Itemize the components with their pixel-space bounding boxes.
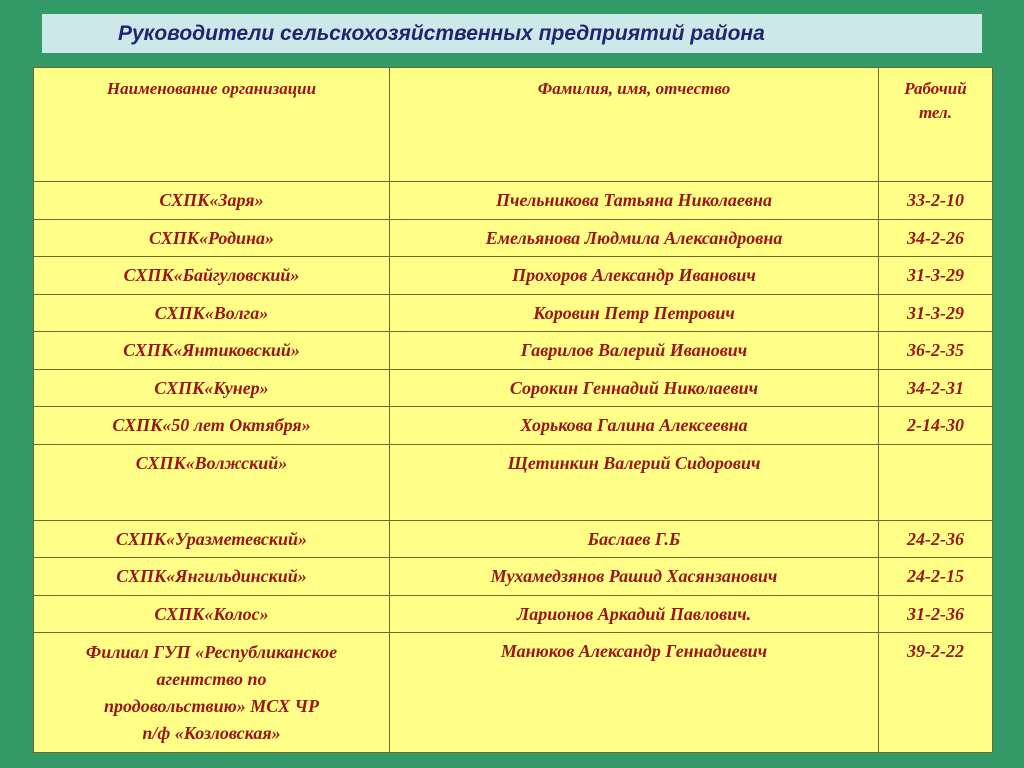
cell-organization: СХПК«Волжский» (34, 444, 390, 520)
cell-full-name: Прохоров Александр Иванович (390, 257, 879, 295)
title-bar (42, 14, 982, 53)
cell-full-name: Щетинкин Валерий Сидорович (390, 444, 879, 520)
table-row (34, 520, 993, 558)
cell-organization: СХПК«Волга» (34, 294, 390, 332)
cell-phone: 2-14-30 (879, 407, 993, 445)
cell-full-name: Баслаев Г.Б (390, 520, 879, 558)
table-row (34, 219, 993, 257)
cell-full-name: Хорькова Галина Алексеевна (390, 407, 879, 445)
cell-phone (879, 444, 993, 520)
table-row (34, 369, 993, 407)
cell-organization: СХПК«Родина» (34, 219, 390, 257)
cell-organization: СХПК«Янтиковский» (34, 332, 390, 370)
table-row (34, 332, 993, 370)
cell-full-name: Гаврилов Валерий Иванович (390, 332, 879, 370)
cell-organization: СХПК«Кунер» (34, 369, 390, 407)
organization-line: продовольствию» МСХ ЧР (104, 696, 319, 716)
cell-phone: 31-3-29 (879, 294, 993, 332)
cell-organization: СХПК«Байгуловский» (34, 257, 390, 295)
table-row (34, 558, 993, 596)
cell-full-name: Манюков Александр Геннадиевич (390, 633, 879, 753)
cell-phone: 33-2-10 (879, 182, 993, 220)
cell-phone: 31-3-29 (879, 257, 993, 295)
table-row (34, 182, 993, 220)
cell-full-name: Коровин Петр Петрович (390, 294, 879, 332)
table-row (34, 294, 993, 332)
page-title: Руководители сельскохозяйственных предприятий района (118, 21, 765, 45)
organization-line: п/ф «Козловская» (142, 723, 281, 743)
organization-line: Филиал ГУП «Республиканское (85, 642, 338, 662)
cell-full-name: Пчельникова Татьяна Николаевна (390, 182, 879, 220)
cell-organization (34, 633, 390, 753)
cell-full-name: Ларионов Аркадий Павлович. (390, 595, 879, 633)
cell-phone: 36-2-35 (879, 332, 993, 370)
table-header-row (34, 68, 993, 182)
cell-full-name: Емельянова Людмила Александровна (390, 219, 879, 257)
table-row (34, 595, 993, 633)
header-full-name: Фамилия, имя, отчество (390, 68, 879, 182)
cell-organization: СХПК«Уразметевский» (34, 520, 390, 558)
cell-phone: 39-2-22 (879, 633, 993, 753)
organization-line: агентство по (156, 669, 267, 689)
cell-phone: 31-2-36 (879, 595, 993, 633)
header-phone (879, 68, 993, 182)
cell-organization: СХПК«50 лет Октября» (34, 407, 390, 445)
table-row (34, 444, 993, 520)
cell-organization: СХПК«Колос» (34, 595, 390, 633)
cell-full-name: Мухамедзянов Рашид Хасянзанович (390, 558, 879, 596)
directors-table (33, 67, 993, 753)
cell-phone: 24-2-36 (879, 520, 993, 558)
cell-organization: СХПК«Заря» (34, 182, 390, 220)
table-row (34, 407, 993, 445)
header-phone-line2: тел. (918, 103, 953, 122)
header-organization: Наименование организации (34, 68, 390, 182)
table-row (34, 257, 993, 295)
table-row (34, 633, 993, 753)
cell-phone: 34-2-31 (879, 369, 993, 407)
header-phone-line1: Рабочий (904, 79, 967, 98)
cell-full-name: Сорокин Геннадий Николаевич (390, 369, 879, 407)
cell-organization: СХПК«Янгильдинский» (34, 558, 390, 596)
cell-phone: 24-2-15 (879, 558, 993, 596)
cell-phone: 34-2-26 (879, 219, 993, 257)
